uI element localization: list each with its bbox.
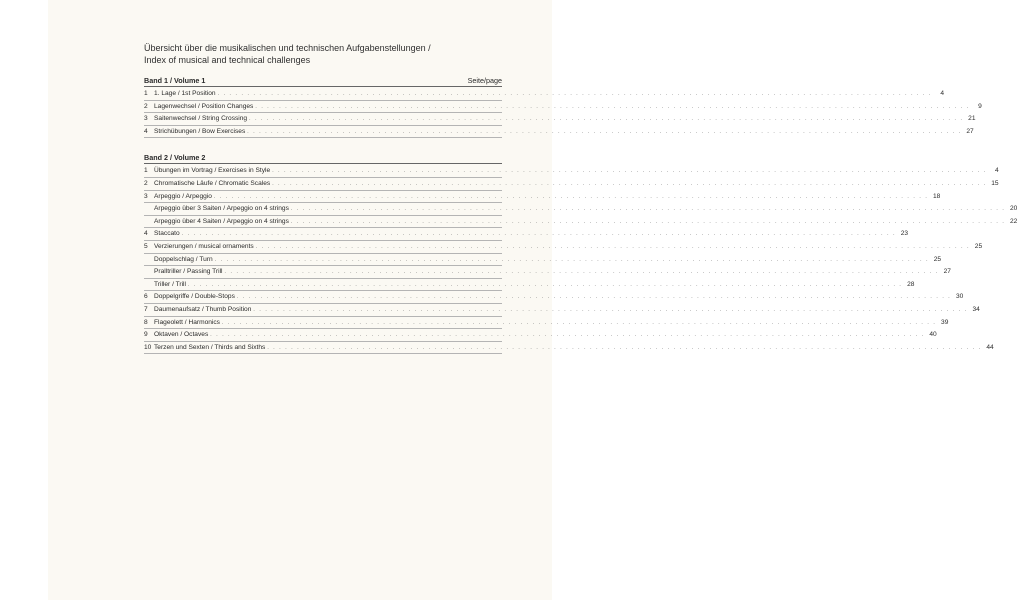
document-page (48, 0, 1017, 600)
row-title: 1. Lage / 1st Position (154, 90, 216, 97)
row-title: Doppelgriffe / Double-Stops (154, 293, 235, 301)
row-number: 1 (144, 90, 148, 97)
row-title: Oktaven / Octaves (154, 331, 209, 339)
index-row (144, 254, 942, 267)
row-number: 2 (144, 102, 148, 110)
dot-leader: . . . . . . . . . . . . . . . . . . . . . . . . . . . . . . . . . . . . . . . . . . . . . . . . . . . . . . . . . . . . . . . . . . . . . . . . . . . . . . . . . . . . . . . . . . . . . . . . . . . . . . . . . . . . . . . . . . . . . . . . (181, 231, 897, 238)
index-row (144, 203, 1017, 216)
row-number: 5 (144, 242, 148, 250)
index-row (144, 304, 980, 317)
row-title: Saitenwechsel / String Crossing (154, 115, 248, 123)
dot-leader: . . . . . . . . . . . . . . . . . . . . . . . . . . . . . . . . . . . . . . . . . . . . . . . . . . . . . . . . . . . . . . . . . . . . . . . . . . . . . . . . . . . . . . . . . . . . . . . . . . . . . . . . . . . . . . . . . . . . . . . . (236, 294, 952, 301)
index-row (144, 191, 941, 204)
volume-1-title: Band 1 / Volume 1 (144, 76, 206, 85)
row-number: 7 (144, 305, 148, 313)
row-number: 3 (144, 192, 148, 200)
volume-2-header (144, 152, 502, 163)
row-title: Arpeggio über 3 Saiten / Arpeggio on 4 strings (154, 205, 289, 213)
row-page-number: 9 (978, 102, 982, 110)
index-row (144, 291, 964, 304)
row-title: Staccato (154, 230, 180, 238)
row-page-number: 27 (966, 127, 974, 135)
dot-leader: . . . . . . . . . . . . . . . . . . . . . . . . . . . . . . . . . . . . . . . . . . . . . . . . . . . . . . . . . . . . . . . . . . . . . . . . . . . . . . . . . . . . . . . . . . . . . . . . . . . . . . . . . . . . . . . . . . . . . . . . (290, 218, 1006, 225)
dot-leader: . . . . . . . . . . . . . . . . . . . . . . . . . . . . . . . . . . . . . . . . . . . . . . . . . . . . . . . . . . . . . . . . . . . . . . . . . . . . . . . . . . . . . . . . . . . . . . . . . . . . . . . . . . . . . . . . . . . . . . . . (272, 180, 987, 187)
intro-line-german: Übersicht über die musikalischen und technischen Aufgabenstellungen / (144, 43, 431, 53)
row-number: 9 (144, 331, 148, 339)
volume-1-section (144, 75, 982, 138)
dot-leader: . . . . . . . . . . . . . . . . . . . . . . . . . . . . . . . . . . . . . . . . . . . . . . . . . . . . . . . . . . . . . . . . . . . . . . . . . . . . . . . . . . . . . . . . . . . . . . . . . . . . . . . . . . . . . . . . . . . . . . . . (214, 256, 930, 263)
row-title: Chromatische Läufe / Chromatic Scales (154, 179, 271, 187)
dot-leader: . . . . . . . . . . . . . . . . . . . . . . . . . . . . . . . . . . . . . . . . . . . . . . . . . . . . . . . . . . . . . . . . . . . . . . . . . . . . . . . . . . . . . . . . . . . . . . . . . . . . . . . . . . . . . . . . . . . . . . . . (217, 91, 933, 97)
index-row (144, 216, 1017, 229)
row-page-number: 4 (940, 90, 945, 97)
row-title: Strichübungen / Bow Exercises (154, 127, 246, 135)
dot-leader: . . . . . . . . . . . . . . . . . . . . . . . . . . . . . . . . . . . . . . . . . . . . . . . . . . . . . . . . . . . . . . . . . . . . . . . . . . . . . . . . . . . . . . . . . . . . . . . . . . . . . . . . . . . . . . . . . . . . . . . . (255, 103, 970, 110)
dot-leader: . . . . . . . . . . . . . . . . . . . . . . . . . . . . . . . . . . . . . . . . . . . . . . . . . . . . . . . . . . . . . . . . . . . . . . . . . . . . . . . . . . . . . . . . . . . . . . . . . . . . . . . . . . . . . . . . . . . . . . . . (253, 306, 968, 313)
row-title: Triller / Trill (154, 280, 186, 288)
volume-1-rule (144, 86, 502, 87)
page-column-header: Seite/page (467, 76, 502, 85)
row-page-number: 20 (1009, 205, 1017, 213)
dot-leader: . . . . . . . . . . . . . . . . . . . . . . . . . . . . . . . . . . . . . . . . . . . . . . . . . . . . . . . . . . . . . . . . . . . . . . . . . . . . . . . . . . . . . . . . . . . . . . . . . . . . . . . . . . . . . . . . . . . . . . . . (247, 128, 962, 135)
row-number: 10 (144, 343, 152, 351)
row-page-number: 22 (1009, 217, 1017, 225)
index-row (144, 113, 976, 126)
row-title: Daumenaufsatz / Thumb Position (154, 305, 252, 313)
index-row (144, 266, 951, 279)
dot-leader: . . . . . . . . . . . . . . . . . . . . . . . . . . . . . . . . . . . . . . . . . . . . . . . . . . . . . . . . . . . . . . . . . . . . . . . . . . . . . . . . . . . . . . . . . . . . . . . . . . . . . . . . . . . . . . . . . . . . . . . . (272, 168, 987, 175)
index-row (144, 317, 949, 330)
index-row (144, 165, 999, 178)
intro-line-english: Index of musical and technical challenges (144, 55, 311, 65)
volume-2-title: Band 2 / Volume 2 (144, 153, 206, 163)
dot-leader: . . . . . . . . . . . . . . . . . . . . . . . . . . . . . . . . . . . . . . . . . . . . . . . . . . . . . . . . . . . . . . . . . . . . . . . . . . . . . . . . . . . . . . . . . . . . . . . . . . . . . . . . . . . . . . . . . . . . . . . . (188, 281, 903, 288)
dot-leader: . . . . . . . . . . . . . . . . . . . . . . . . . . . . . . . . . . . . . . . . . . . . . . . . . . . . . . . . . . . . . . . . . . . . . . . . . . . . . . . . . . . . . . . . . . . . . . . . . . . . . . . . . . . . . . . . . . . . . . . . (221, 319, 937, 326)
row-number: 6 (144, 293, 148, 301)
index-row (144, 126, 974, 139)
row-page-number: 21 (968, 115, 976, 123)
index-row (144, 241, 983, 254)
index-row (144, 101, 982, 114)
dot-leader: . . . . . . . . . . . . . . . . . . . . . . . . . . . . . . . . . . . . . . . . . . . . . . . . . . . . . . . . . . . . . . . . . . . . . . . . . . . . . . . . . . . . . . . . . . . . . . . . . . . . . . . . . . . . . . . . . . . . . . . . (255, 243, 971, 250)
row-page-number: 25 (974, 242, 983, 250)
volume-1-header (144, 75, 502, 86)
volume-2-section (144, 152, 1017, 354)
index-row (144, 88, 945, 101)
row-title: Arpeggio über 4 Saiten / Arpeggio on 4 strings (154, 217, 289, 225)
row-title: Flageolett / Harmonics (154, 318, 220, 326)
volume-2-rows (144, 165, 1017, 354)
row-page-number: 27 (943, 268, 951, 276)
row-page-number: 40 (929, 331, 937, 339)
row-title: Arpeggio / Arpeggio (154, 192, 212, 200)
row-page-number: 30 (955, 293, 964, 301)
row-page-number: 28 (907, 280, 915, 288)
row-title: Lagenwechsel / Position Changes (154, 102, 254, 110)
row-title: Verzierungen / musical ornaments (154, 242, 254, 250)
index-row (144, 279, 915, 292)
dot-leader: . . . . . . . . . . . . . . . . . . . . . . . . . . . . . . . . . . . . . . . . . . . . . . . . . . . . . . . . . . . . . . . . . . . . . . . . . . . . . . . . . . . . . . . . . . . . . . . . . . . . . . . . . . . . . . . . . . . . . . . . (290, 206, 1006, 213)
dot-leader: . . . . . . . . . . . . . . . . . . . . . . . . . . . . . . . . . . . . . . . . . . . . . . . . . . . . . . . . . . . . . . . . . . . . . . . . . . . . . . . . . . . . . . . . . . . . . . . . . . . . . . . . . . . . . . . . . . . . . . . . (210, 332, 925, 339)
index-row (144, 342, 994, 355)
volume-2-rule (144, 163, 502, 164)
row-title: Pralltriller / Passing Trill (154, 268, 223, 276)
intro-heading (144, 42, 502, 66)
dot-leader: . . . . . . . . . . . . . . . . . . . . . . . . . . . . . . . . . . . . . . . . . . . . . . . . . . . . . . . . . . . . . . . . . . . . . . . . . . . . . . . . . . . . . . . . . . . . . . . . . . . . . . . . . . . . . . . . . . . . . . . . (267, 344, 982, 351)
row-title: Doppelschlag / Turn (154, 255, 213, 263)
index-row (144, 329, 937, 342)
row-page-number: 4 (994, 167, 999, 175)
dot-leader: . . . . . . . . . . . . . . . . . . . . . . . . . . . . . . . . . . . . . . . . . . . . . . . . . . . . . . . . . . . . . . . . . . . . . . . . . . . . . . . . . . . . . . . . . . . . . . . . . . . . . . . . . . . . . . . . . . . . . . . . (249, 116, 964, 123)
row-page-number: 39 (941, 318, 949, 326)
row-page-number: 15 (991, 179, 999, 187)
row-number: 3 (144, 115, 148, 123)
index-row (144, 178, 999, 191)
row-page-number: 23 (900, 230, 909, 238)
row-page-number: 34 (972, 305, 980, 313)
row-number: 8 (144, 318, 148, 326)
index-content (144, 42, 1017, 354)
dot-leader: . . . . . . . . . . . . . . . . . . . . . . . . . . . . . . . . . . . . . . . . . . . . . . . . . . . . . . . . . . . . . . . . . . . . . . . . . . . . . . . . . . . . . . . . . . . . . . . . . . . . . . . . . . . . . . . . . . . . . . . . (213, 193, 929, 200)
row-title: Übungen im Vortrag / Exercises in Style (154, 167, 271, 175)
row-number: 1 (144, 167, 148, 175)
volume-1-rows (144, 88, 982, 138)
row-number: 4 (144, 230, 148, 238)
dot-leader: . . . . . . . . . . . . . . . . . . . . . . . . . . . . . . . . . . . . . . . . . . . . . . . . . . . . . . . . . . . . . . . . . . . . . . . . . . . . . . . . . . . . . . . . . . . . . . . . . . . . . . . . . . . . . . . . . . . . . . . . (224, 269, 939, 276)
row-number: 4 (144, 127, 148, 135)
row-page-number: 25 (933, 255, 942, 263)
row-page-number: 44 (986, 343, 994, 351)
index-row (144, 228, 909, 241)
row-page-number: 18 (933, 192, 941, 200)
row-title: Terzen und Sexten / Thirds and Sixths (154, 343, 266, 351)
row-number: 2 (144, 179, 148, 187)
